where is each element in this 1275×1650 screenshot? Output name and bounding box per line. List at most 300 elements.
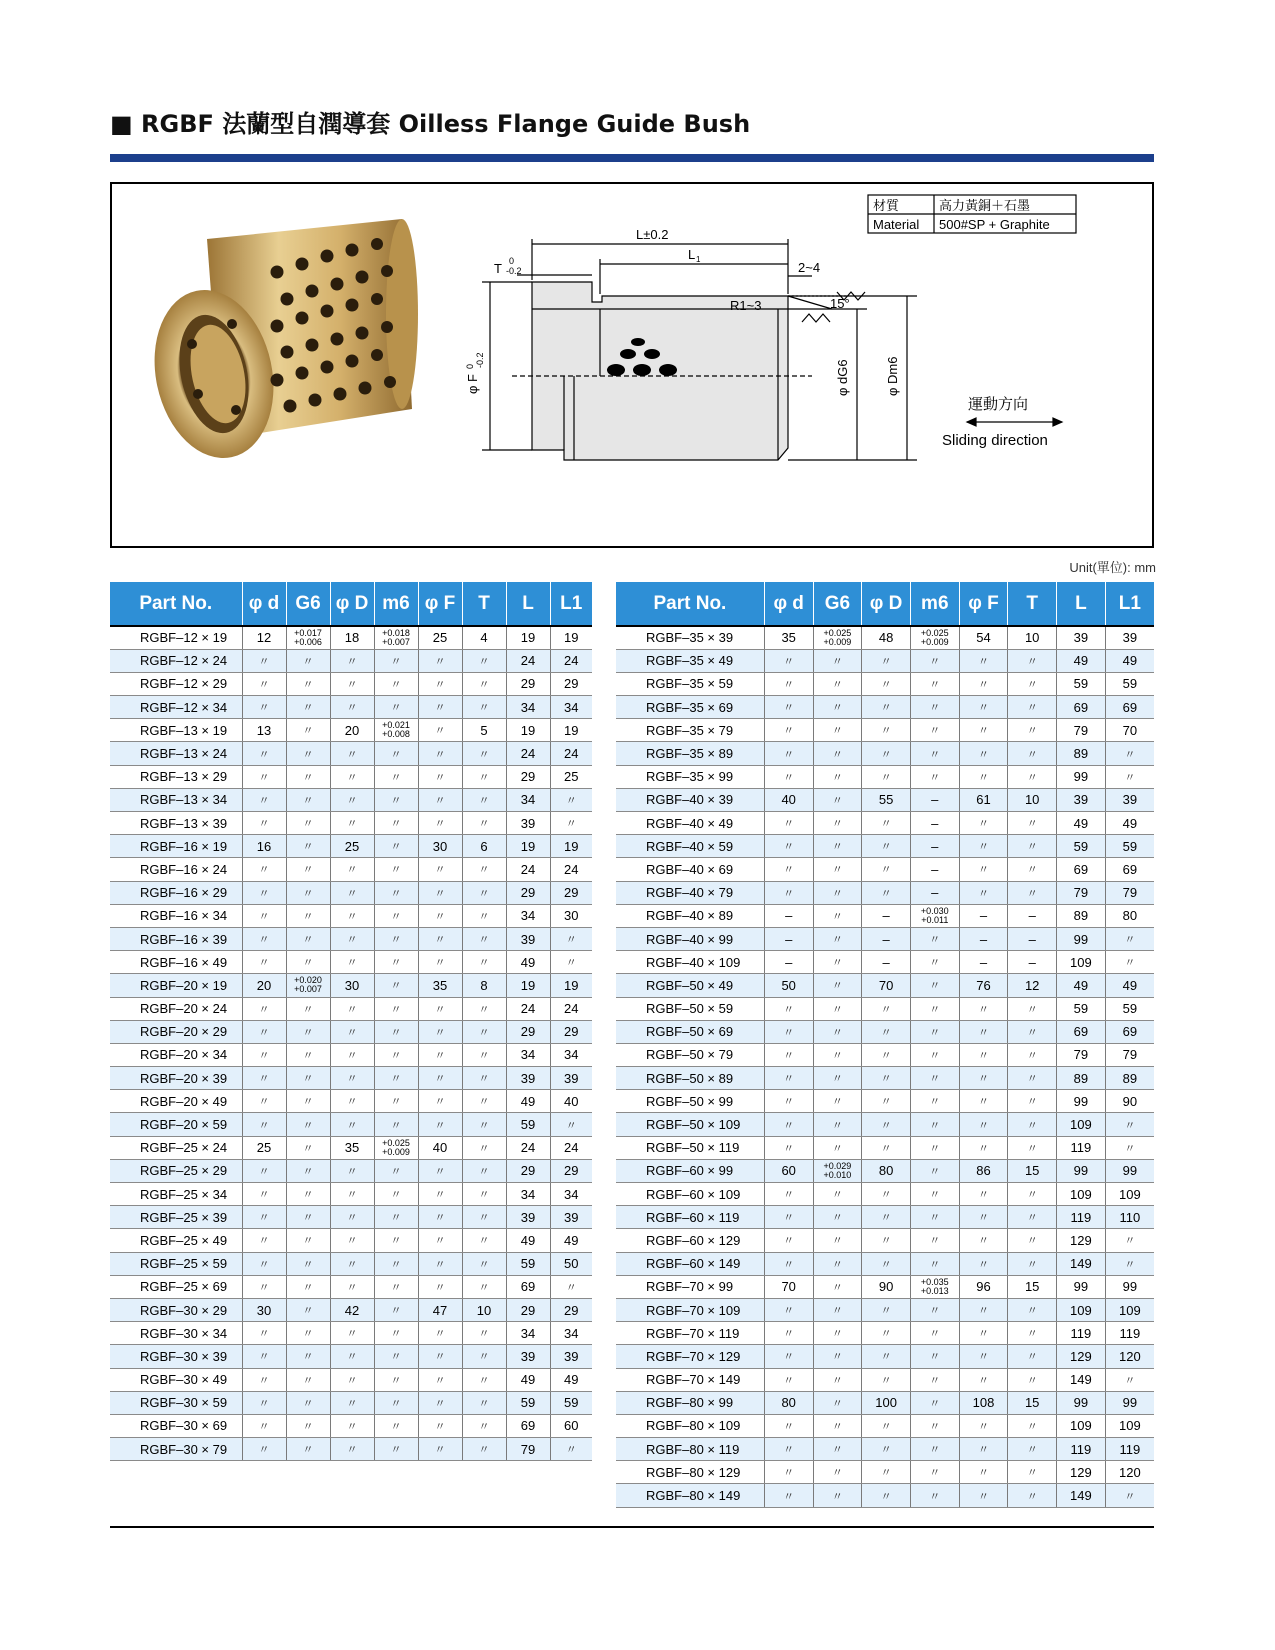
ditto-mark: 〃 [977,655,989,668]
value-cell [286,1067,330,1090]
value-cell [286,1183,330,1206]
value-cell: 39 [506,927,550,950]
ditto-mark: 〃 [783,1258,795,1271]
value-cell [862,1136,911,1159]
value-cell: 49 [1105,812,1154,835]
value-cell: 39 [1105,626,1154,649]
tolerance-value: +0.021 +0.008 [382,720,410,740]
ditto-mark: 〃 [831,1351,843,1364]
ditto-mark: 〃 [783,1420,795,1433]
value-cell: 49 [1057,812,1106,835]
ditto-mark: 〃 [390,1444,402,1457]
value-cell: 39 [506,812,550,835]
table-row [110,1391,592,1414]
value-cell [330,812,374,835]
ditto-mark: 〃 [302,748,314,761]
value-cell: 19 [550,835,592,858]
value-cell [813,1206,862,1229]
value-cell [330,1090,374,1113]
value-cell: 109 [1057,1414,1106,1437]
value-cell [862,997,911,1020]
value-cell [862,672,911,695]
value-cell [1105,1113,1154,1136]
ditto-mark: 〃 [929,1119,941,1132]
value-cell [286,765,330,788]
value-cell [959,1090,1008,1113]
table-row [616,904,1154,927]
part-number-cell: RGBF–40 × 59 [616,835,764,858]
tolerance-value: +0.029 +0.010 [823,1160,852,1180]
value-cell: 129 [1057,1345,1106,1368]
value-cell [286,927,330,950]
ditto-mark: 〃 [258,1189,270,1202]
value-cell: 24 [506,1136,550,1159]
value-cell [959,835,1008,858]
value-cell [910,626,959,649]
value-cell [1008,858,1057,881]
value-cell [330,1043,374,1066]
ditto-mark: 〃 [783,1189,795,1202]
value-cell: 39 [506,1345,550,1368]
value-cell [813,1298,862,1321]
part-number-cell: RGBF–25 × 24 [110,1136,242,1159]
part-number-cell: RGBF–13 × 29 [110,765,242,788]
ditto-mark: 〃 [929,1235,941,1248]
value-cell: 69 [1057,858,1106,881]
value-cell: 149 [1057,1368,1106,1391]
value-cell [959,1345,1008,1368]
value-cell: 10 [1008,788,1057,811]
value-cell [764,835,813,858]
ditto-mark: 〃 [831,655,843,668]
value-cell: 29 [550,1298,592,1321]
value-cell [286,858,330,881]
value-cell [374,1090,418,1113]
ditto-mark: 〃 [390,1328,402,1341]
ditto-mark: 〃 [478,702,490,715]
part-number-cell: RGBF–25 × 69 [110,1275,242,1298]
value-cell [813,1159,862,1182]
part-number-cell: RGBF–50 × 89 [616,1067,764,1090]
ditto-mark: 〃 [346,1281,358,1294]
value-cell [813,1229,862,1252]
value-cell: 29 [550,1159,592,1182]
value-cell [462,672,506,695]
ditto-mark: 〃 [1026,1258,1038,1271]
value-cell: 35 [418,974,462,997]
value-cell: 119 [1105,1438,1154,1461]
value-cell [910,1043,959,1066]
part-number-cell: RGBF–60 × 99 [616,1159,764,1182]
ditto-mark: 〃 [831,1374,843,1387]
table-row [616,696,1154,719]
part-number-cell: RGBF–40 × 39 [616,788,764,811]
value-cell [1008,1438,1057,1461]
value-cell [242,1438,286,1461]
ditto-mark: 〃 [977,841,989,854]
ditto-mark: 〃 [977,1420,989,1433]
value-cell [462,858,506,881]
value-cell: 25 [550,765,592,788]
value-cell [764,1090,813,1113]
value-cell [242,742,286,765]
value-cell: 50 [764,974,813,997]
table-row [110,974,592,997]
value-cell [462,951,506,974]
value-cell: 6 [462,835,506,858]
value-cell [910,974,959,997]
ditto-mark: 〃 [302,1235,314,1248]
ditto-mark: 〃 [831,1490,843,1503]
value-cell: – [764,951,813,974]
ditto-mark: 〃 [783,841,795,854]
value-cell: 49 [1057,649,1106,672]
value-cell [242,696,286,719]
ditto-mark: 〃 [929,1305,941,1318]
value-cell [959,858,1008,881]
value-cell: 109 [1057,1298,1106,1321]
ditto-mark: 〃 [929,1212,941,1225]
ditto-mark: 〃 [346,1212,358,1225]
value-cell [764,1113,813,1136]
ditto-mark: 〃 [977,1142,989,1155]
ditto-mark: 〃 [1026,1003,1038,1016]
value-cell: 99 [1057,1391,1106,1414]
ditto-mark: 〃 [390,887,402,900]
ditto-mark: 〃 [977,1096,989,1109]
part-number-cell: RGBF–30 × 29 [110,1298,242,1321]
value-cell [462,1438,506,1461]
value-cell [764,812,813,835]
value-cell: 59 [1105,835,1154,858]
value-cell [813,1067,862,1090]
ditto-mark: 〃 [977,702,989,715]
ditto-mark: 〃 [302,1444,314,1457]
ditto-mark: 〃 [478,1281,490,1294]
value-cell: 79 [1105,881,1154,904]
table-row [616,1438,1154,1461]
value-cell [330,1229,374,1252]
value-cell [764,1368,813,1391]
ditto-mark: 〃 [1124,771,1136,784]
table-row [110,1206,592,1229]
unit-label: Unit(單位): mm [1069,560,1156,575]
value-cell [286,1020,330,1043]
value-cell: 19 [506,835,550,858]
value-cell: 129 [1057,1229,1106,1252]
value-cell [1008,1461,1057,1484]
table-row [616,997,1154,1020]
column-header: L [1057,582,1106,626]
ditto-mark: 〃 [302,702,314,715]
value-cell: 48 [862,626,911,649]
ditto-mark: 〃 [880,1467,892,1480]
ditto-mark: 〃 [434,1049,446,1062]
ditto-mark: 〃 [880,655,892,668]
value-cell [286,1391,330,1414]
ditto-mark: 〃 [434,1328,446,1341]
ditto-mark: 〃 [346,1397,358,1410]
table-row [616,974,1154,997]
value-cell: 39 [506,1067,550,1090]
ditto-mark: 〃 [390,794,402,807]
value-cell [374,1252,418,1275]
value-cell [242,1252,286,1275]
value-cell [764,696,813,719]
ditto-mark: 〃 [302,1026,314,1039]
part-number-cell: RGBF–40 × 99 [616,927,764,950]
value-cell: 12 [1008,974,1057,997]
ditto-mark: 〃 [1026,1212,1038,1225]
value-cell: 40 [418,1136,462,1159]
value-cell [242,1206,286,1229]
value-cell [550,1275,592,1298]
part-number-cell: RGBF–30 × 79 [110,1438,242,1461]
value-cell: 61 [959,788,1008,811]
value-cell [374,1136,418,1159]
ditto-mark: 〃 [831,1397,843,1410]
ditto-mark: 〃 [1026,1073,1038,1086]
part-number-cell: RGBF–40 × 109 [616,951,764,974]
value-cell [286,974,330,997]
table-row [110,765,592,788]
dim-D-label: φ Dm6 [885,356,900,396]
value-cell: 4 [462,626,506,649]
value-cell [813,1183,862,1206]
column-header: φ d [242,582,286,626]
table-header-row [616,582,1154,626]
ditto-mark: 〃 [783,1119,795,1132]
ditto-mark: 〃 [929,1165,941,1178]
table-row [616,1368,1154,1391]
value-cell: 39 [1057,626,1106,649]
value-cell [330,1322,374,1345]
ditto-mark: 〃 [880,887,892,900]
ditto-mark: 〃 [783,1374,795,1387]
value-cell [286,1113,330,1136]
value-cell [1008,1113,1057,1136]
ditto-mark: 〃 [977,1235,989,1248]
value-cell [764,1252,813,1275]
value-cell [813,812,862,835]
value-cell [374,1067,418,1090]
part-number-cell: RGBF–16 × 24 [110,858,242,881]
ditto-mark: 〃 [831,748,843,761]
value-cell: 79 [1057,881,1106,904]
value-cell [330,1183,374,1206]
ditto-mark: 〃 [783,1444,795,1457]
ditto-mark: 〃 [346,771,358,784]
ditto-mark: 〃 [302,1258,314,1271]
value-cell [242,951,286,974]
value-cell [418,1020,462,1043]
value-cell: 76 [959,974,1008,997]
ditto-mark: 〃 [880,1026,892,1039]
ditto-mark: 〃 [390,864,402,877]
value-cell: 89 [1105,1067,1154,1090]
ditto-mark: 〃 [880,1374,892,1387]
ditto-mark: 〃 [302,1096,314,1109]
value-cell [764,1414,813,1437]
ditto-mark: 〃 [831,1096,843,1109]
ditto-mark: 〃 [258,1003,270,1016]
value-cell [1105,1229,1154,1252]
ditto-mark: 〃 [434,771,446,784]
value-cell [374,1345,418,1368]
ditto-mark: 〃 [783,702,795,715]
value-cell: 49 [1105,649,1154,672]
value-cell [1008,672,1057,695]
value-cell: 29 [506,1298,550,1321]
part-number-cell: RGBF–20 × 19 [110,974,242,997]
value-cell [374,1391,418,1414]
ditto-mark: 〃 [831,1328,843,1341]
value-cell [462,812,506,835]
value-cell [764,1136,813,1159]
value-cell [1105,1252,1154,1275]
value-cell [862,812,911,835]
value-cell [959,1368,1008,1391]
ditto-mark: 〃 [258,1374,270,1387]
ditto-mark: 〃 [390,1397,402,1410]
value-cell: 109 [1057,1183,1106,1206]
ditto-mark: 〃 [929,725,941,738]
value-cell [862,1043,911,1066]
value-cell [1008,742,1057,765]
ditto-mark: 〃 [1026,887,1038,900]
table-row [110,1113,592,1136]
ditto-mark: 〃 [783,1096,795,1109]
ditto-mark: 〃 [302,1049,314,1062]
table-row [616,626,1154,649]
value-cell: 80 [862,1159,911,1182]
value-cell [374,1020,418,1043]
value-cell [374,1183,418,1206]
ditto-mark: 〃 [434,1397,446,1410]
ditto-mark: 〃 [929,957,941,970]
value-cell [286,1275,330,1298]
ditto-mark: 〃 [302,957,314,970]
value-cell [418,788,462,811]
value-cell: – [959,951,1008,974]
value-cell: 39 [1105,788,1154,811]
ditto-mark: 〃 [302,1073,314,1086]
value-cell [242,1043,286,1066]
value-cell [959,812,1008,835]
value-cell [374,974,418,997]
value-cell: 29 [506,1020,550,1043]
ditto-mark: 〃 [1026,1142,1038,1155]
ditto-mark: 〃 [1124,1258,1136,1271]
part-number-cell: RGBF–70 × 129 [616,1345,764,1368]
ditto-mark: 〃 [977,1003,989,1016]
ditto-mark: 〃 [929,1420,941,1433]
ditto-mark: 〃 [258,1119,270,1132]
value-cell [862,649,911,672]
value-cell: – [910,881,959,904]
tolerance-value: +0.035 +0.013 [920,1276,949,1296]
part-number-cell: RGBF–16 × 49 [110,951,242,974]
ditto-mark: 〃 [390,1189,402,1202]
value-cell [330,788,374,811]
value-cell: – [910,812,959,835]
value-cell [862,881,911,904]
value-cell [764,672,813,695]
ditto-mark: 〃 [346,1420,358,1433]
value-cell [462,1136,506,1159]
table-row [110,1322,592,1345]
product-figure [110,182,1154,548]
part-number-cell: RGBF–35 × 49 [616,649,764,672]
value-cell [330,951,374,974]
value-cell [418,1043,462,1066]
value-cell: 34 [506,696,550,719]
value-cell: 39 [1057,788,1106,811]
ditto-mark: 〃 [390,771,402,784]
value-cell [242,1067,286,1090]
ditto-mark: 〃 [880,1420,892,1433]
value-cell: 29 [506,881,550,904]
value-cell: 34 [506,904,550,927]
value-cell: – [764,904,813,927]
value-cell: 49 [1105,974,1154,997]
part-number-cell: RGBF–70 × 109 [616,1298,764,1321]
table-row [110,649,592,672]
value-cell: 89 [1057,742,1106,765]
part-number-cell: RGBF–80 × 99 [616,1391,764,1414]
value-cell [764,1345,813,1368]
value-cell [959,1113,1008,1136]
ditto-mark: 〃 [977,887,989,900]
value-cell [462,788,506,811]
value-cell [1008,1368,1057,1391]
value-cell: 59 [550,1391,592,1414]
ditto-mark: 〃 [434,1420,446,1433]
value-cell: 55 [862,788,911,811]
part-number-cell: RGBF–60 × 119 [616,1206,764,1229]
ditto-mark: 〃 [434,1073,446,1086]
value-cell [862,1461,911,1484]
value-cell [764,1229,813,1252]
part-number-cell: RGBF–80 × 109 [616,1414,764,1437]
tolerance-value: +0.017 +0.006 [294,627,322,647]
ditto-mark: 〃 [434,1003,446,1016]
dim-chamfer-label: 2~4 [798,260,821,275]
value-cell [910,742,959,765]
value-cell [374,1206,418,1229]
table-row [616,1322,1154,1345]
value-cell: – [862,951,911,974]
value-cell: 108 [959,1391,1008,1414]
value-cell [959,1136,1008,1159]
value-cell [910,1345,959,1368]
value-cell: 30 [418,835,462,858]
value-cell [1105,951,1154,974]
ditto-mark: 〃 [434,1351,446,1364]
ditto-mark: 〃 [390,934,402,947]
part-number-cell: RGBF–25 × 59 [110,1252,242,1275]
material-value-zh: 高力黃銅＋石墨 [939,198,1031,213]
ditto-mark: 〃 [390,1212,402,1225]
value-cell [1008,1484,1057,1507]
value-cell [418,904,462,927]
value-cell: – [910,835,959,858]
value-cell: 19 [506,974,550,997]
ditto-mark: 〃 [390,1119,402,1132]
value-cell: 99 [1105,1275,1154,1298]
ditto-mark: 〃 [977,1328,989,1341]
tolerance-value: +0.030 +0.011 [920,905,949,925]
